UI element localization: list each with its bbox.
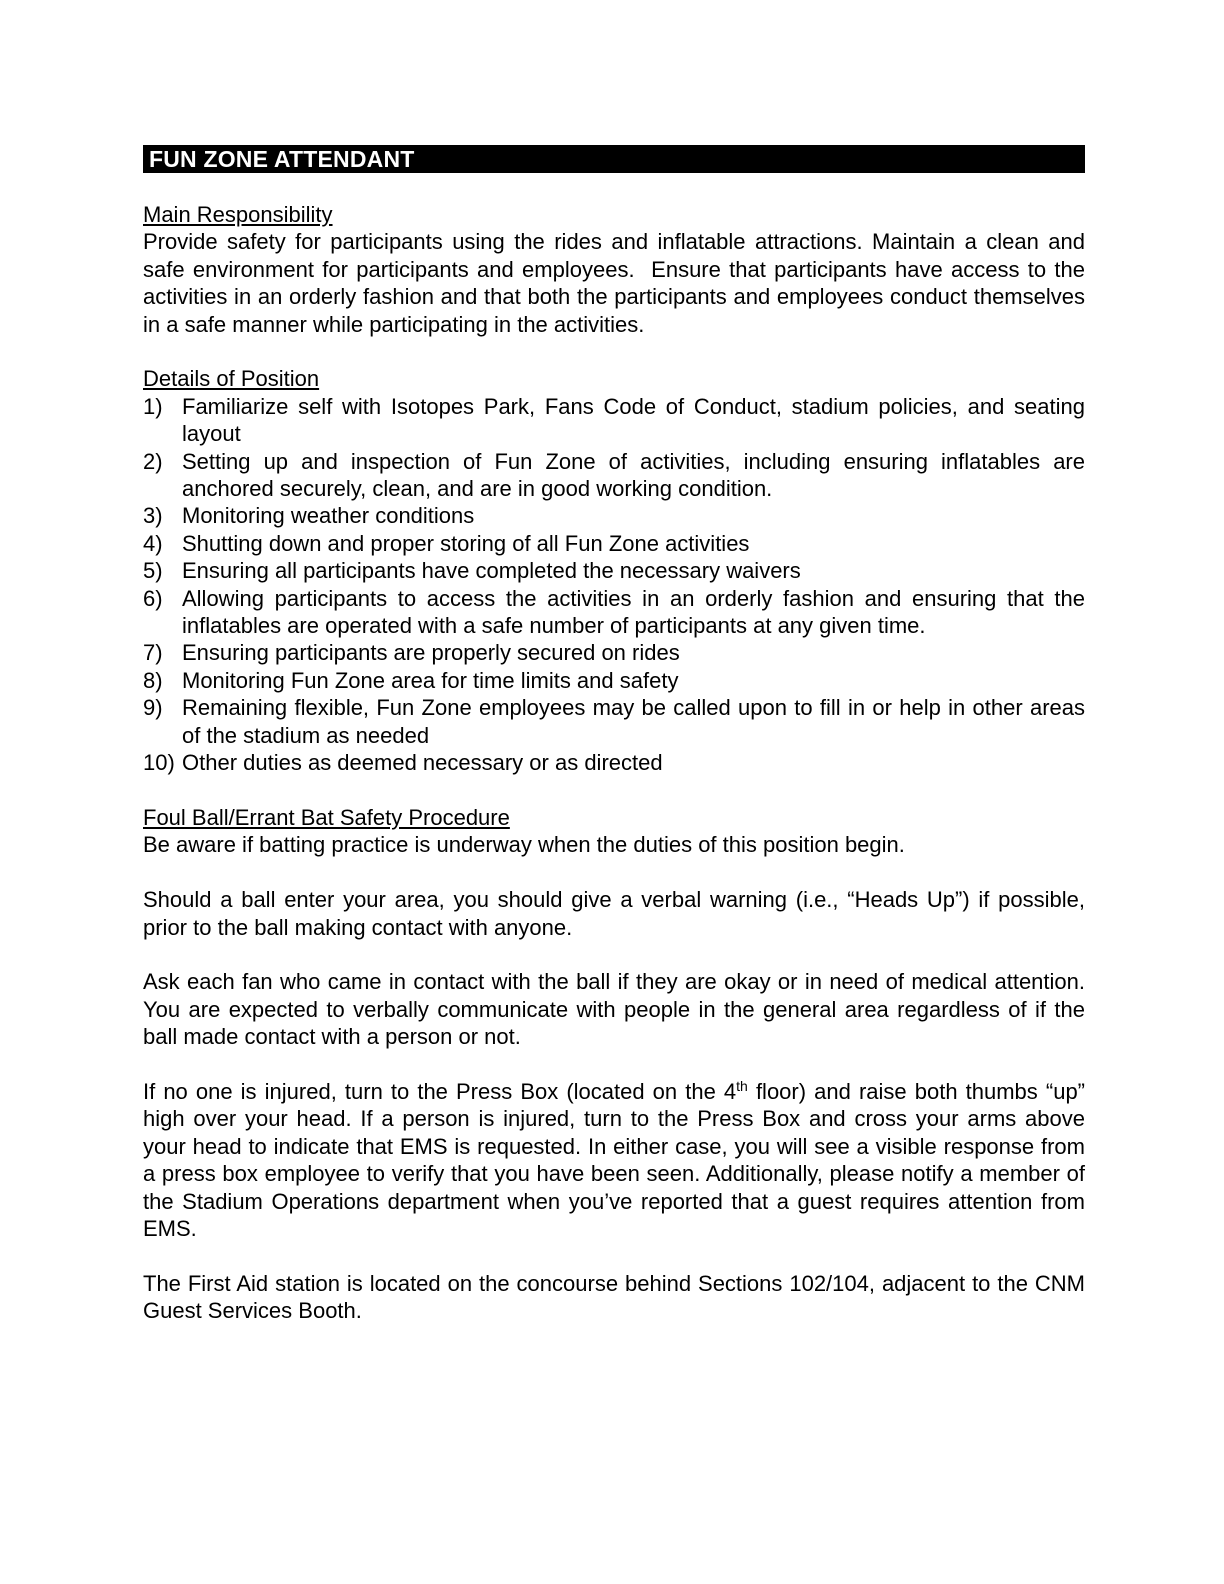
list-item-number: 4) <box>143 530 163 556</box>
list-item-text: Ensuring participants are properly secured on rides <box>182 640 680 666</box>
main-responsibility-body: Provide safety for participants using the rides and inflatable attractions. Maintain a clean and safe environment for participants and employees. Ensure that participants have access to the activities in an orderly fashion and that both the participants and employees conduct themselves in a safe manner while participating in the activities. <box>143 229 1085 337</box>
spacer <box>143 941 1085 968</box>
list-item-number: 2) <box>143 448 163 474</box>
list-item <box>143 502 1085 529</box>
main-responsibility-heading-text: Main Responsibility <box>143 202 333 227</box>
details-of-position-heading <box>143 365 1085 392</box>
list-item-text: Shutting down and proper storing of all Fun Zone activities <box>182 530 750 556</box>
spacer <box>143 1242 1085 1269</box>
foul-ball-paragraph-1: Be aware if batting practice is underway when the duties of this position begin. <box>143 832 905 858</box>
list-item-text: Familiarize self with Isotopes Park, Fans Code of Conduct, stadium policies, and seating layout <box>182 393 1085 447</box>
list-item-text: Monitoring weather conditions <box>182 503 475 529</box>
list-item-number: 1) <box>143 393 163 419</box>
list-item-text: Monitoring Fun Zone area for time limits and safety <box>182 667 679 693</box>
foul-ball-heading <box>143 804 1085 831</box>
list-item-text: Other duties as deemed necessary or as directed <box>182 750 663 776</box>
paragraph-4-text-after-superscript: floor) and raise both thumbs “up” high over your head. If a person is injured, turn to the Press Box and cross your arms above your head to indicate that EMS is requested. In either case, you will see a visible response from a press box employee to verify that you have been seen. Additionally, please notify a member of the Stadium Operations department when you’ve reported that a guest requires attention from EMS. <box>143 1078 1085 1241</box>
list-item <box>143 694 1085 749</box>
spacer <box>143 173 1085 201</box>
page-title: FUN ZONE ATTENDANT <box>149 146 415 172</box>
list-item-text: Allowing participants to access the activities in an orderly fashion and ensuring that the inflatables are operated with a safe number of participants at any given time. <box>182 585 1085 639</box>
list-item <box>143 530 1085 557</box>
list-item-number: 9) <box>143 695 163 721</box>
foul-ball-paragraph-4 <box>143 1078 1085 1242</box>
spacer <box>143 1051 1085 1078</box>
details-of-position-list <box>143 393 1085 777</box>
list-item-number: 3) <box>143 503 163 529</box>
list-item-text: Ensuring all participants have completed the necessary waivers <box>182 558 801 584</box>
list-item <box>143 667 1085 694</box>
paragraph-4-text-before-superscript: If no one is injured, turn to the Press Box (located on the 4 <box>143 1078 737 1104</box>
first-aid-paragraph: The First Aid station is located on the concourse behind Sections 102/104, adjacent to the CNM Guest Services Booth. <box>143 1270 1085 1324</box>
details-of-position-heading-text: Details of Position <box>143 366 320 392</box>
spacer <box>143 777 1085 804</box>
list-item-number: 6) <box>143 585 163 611</box>
list-item-text: Remaining flexible, Fun Zone employees may be called upon to fill in or help in other areas of the stadium as needed <box>182 695 1085 748</box>
title-bar <box>143 145 1085 173</box>
list-item <box>143 639 1085 666</box>
list-item-number: 7) <box>143 640 163 666</box>
spacer <box>143 338 1085 365</box>
list-item <box>143 448 1085 503</box>
foul-ball-paragraph-3: Ask each fan who came in contact with the ball if they are okay or in need of medical attention. You are expected to verbally communicate with people in the general area regardless of if the ball made contact with a person or not. <box>143 969 1085 1050</box>
list-item-number: 8) <box>143 667 163 693</box>
list-item <box>143 393 1085 448</box>
foul-ball-heading-text: Foul Ball/Errant Bat Safety Procedure <box>143 804 510 830</box>
document-content <box>143 145 1085 1325</box>
list-item <box>143 749 1085 776</box>
main-responsibility-heading <box>143 201 1085 228</box>
list-item-text: Setting up and inspection of Fun Zone of activities, including ensuring inflatables are anchored securely, clean, and are in good working condition. <box>182 448 1085 502</box>
list-item <box>143 557 1085 584</box>
ordinal-superscript: th <box>736 1077 748 1094</box>
list-item-number: 5) <box>143 558 163 584</box>
list-item-number: 10) <box>143 750 175 776</box>
spacer <box>143 859 1085 886</box>
foul-ball-paragraph-2: Should a ball enter your area, you should give a verbal warning (i.e., “Heads Up”) if possible, prior to the ball making contact with anyone. <box>143 887 1085 940</box>
list-item <box>143 585 1085 640</box>
